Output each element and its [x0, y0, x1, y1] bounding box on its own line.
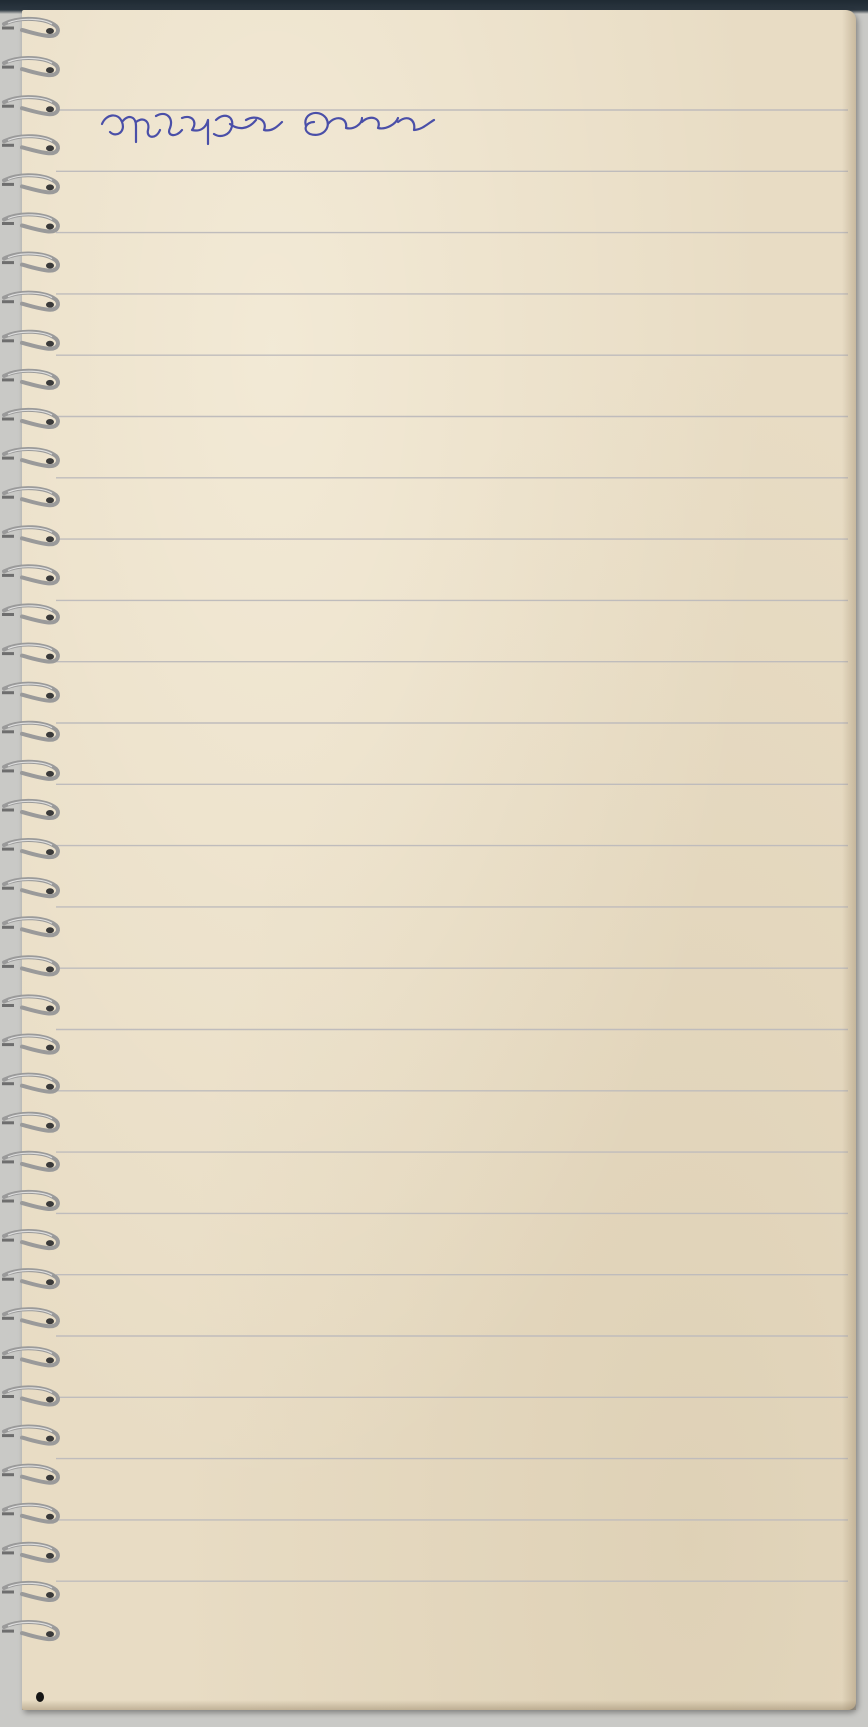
spiral-coil — [2, 1544, 58, 1561]
spiral-coil — [2, 684, 58, 701]
ruled-lines — [22, 10, 856, 1710]
spiral-coil — [2, 449, 58, 466]
spiral-coil — [2, 1114, 58, 1131]
spiral-coil — [2, 723, 58, 740]
spiral-coil — [2, 996, 58, 1013]
spiral-coil — [2, 1075, 58, 1092]
handwritten-title-text — [96, 100, 97, 101]
spiral-coil — [2, 1192, 58, 1209]
spiral-coil — [2, 957, 58, 974]
spiral-coil — [2, 1466, 58, 1483]
spiral-coil — [2, 762, 58, 779]
spiral-coil — [2, 918, 58, 935]
spiral-coil — [2, 566, 58, 583]
spiral-coil — [2, 371, 58, 388]
spiral-coil — [2, 175, 58, 192]
spiral-coil — [2, 332, 58, 349]
punch-hole — [36, 1692, 44, 1702]
spiral-coil — [2, 1505, 58, 1522]
spiral-coil — [2, 58, 58, 75]
spiral-coil — [2, 19, 58, 36]
spiral-coil — [2, 605, 58, 622]
spiral-coil — [2, 527, 58, 544]
handwritten-title — [96, 100, 476, 160]
spiral-coil — [2, 1036, 58, 1053]
spiral-coil — [2, 1427, 58, 1444]
spiral-coil — [2, 801, 58, 818]
spiral-coil — [2, 1153, 58, 1170]
spiral-coil — [2, 840, 58, 857]
spiral-coil — [2, 1348, 58, 1365]
spiral-coil — [2, 254, 58, 271]
spiral-coil — [2, 879, 58, 896]
spiral-coil — [2, 1309, 58, 1326]
spiral-coil — [2, 1583, 58, 1600]
handwritten-title-icon — [96, 100, 476, 160]
page-bottom-edge — [22, 1700, 856, 1710]
spiral-coil — [2, 214, 58, 231]
spiral-coil — [2, 645, 58, 662]
spiral-coil — [2, 293, 58, 310]
spiral-coil — [2, 1231, 58, 1248]
spiral-coil — [2, 1387, 58, 1404]
page-right-edge — [842, 10, 856, 1710]
spiral-binding — [0, 14, 70, 1664]
spiral-coil — [2, 488, 58, 505]
spiral-coil — [2, 1270, 58, 1287]
spiral-coil — [2, 97, 58, 114]
spiral-coil — [2, 136, 58, 153]
spiral-coil — [2, 410, 58, 427]
spiral-coil — [2, 1622, 58, 1639]
notebook-page — [22, 10, 856, 1710]
